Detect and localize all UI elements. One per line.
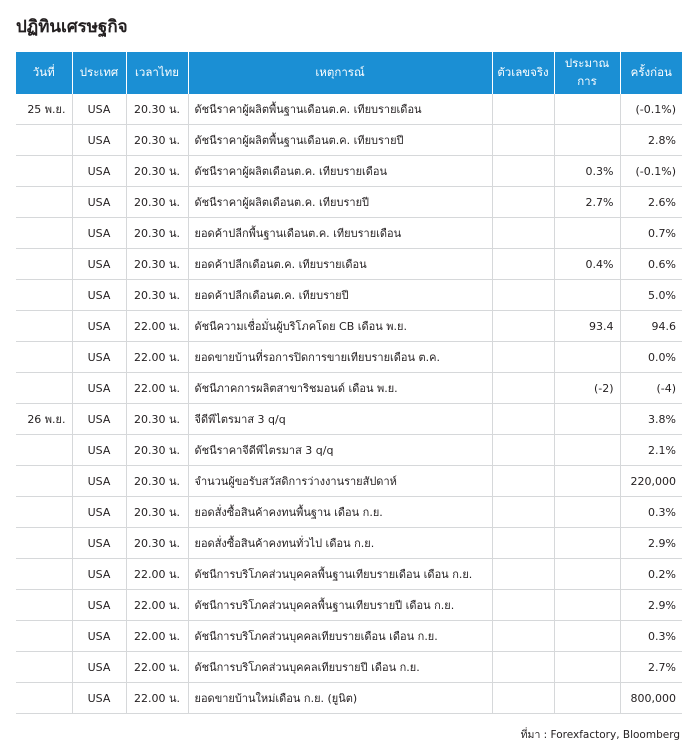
cell-time: 20.30 น. [126, 404, 188, 435]
cell-actual [492, 187, 554, 218]
cell-event: ดัชนีการบริโภคส่วนบุคคลเทียบรายปี เดือน ก.ย. [188, 652, 492, 683]
cell-country: USA [72, 249, 126, 280]
cell-previous: (-0.1%) [620, 94, 682, 125]
cell-previous: 94.6 [620, 311, 682, 342]
cell-event: ดัชนีราคาผู้ผลิตเดือนต.ค. เทียบรายปี [188, 187, 492, 218]
cell-date [16, 435, 72, 466]
table-row [16, 249, 682, 280]
cell-actual [492, 311, 554, 342]
cell-event: ยอดค้าปลีกเดือนต.ค. เทียบรายเดือน [188, 249, 492, 280]
column-header-previous: ครั้งก่อน [620, 52, 682, 94]
cell-forecast [554, 497, 620, 528]
cell-forecast [554, 342, 620, 373]
cell-forecast [554, 528, 620, 559]
cell-event: จีดีพีไตรมาส 3 q/q [188, 404, 492, 435]
cell-previous: 2.9% [620, 528, 682, 559]
cell-forecast [554, 280, 620, 311]
cell-forecast [554, 683, 620, 714]
cell-country: USA [72, 311, 126, 342]
cell-date [16, 373, 72, 404]
cell-date [16, 156, 72, 187]
table-header [16, 52, 682, 94]
cell-actual [492, 280, 554, 311]
cell-country: USA [72, 404, 126, 435]
cell-previous: 2.7% [620, 652, 682, 683]
cell-time: 20.30 น. [126, 528, 188, 559]
cell-actual [492, 466, 554, 497]
table-row [16, 94, 682, 125]
cell-event: จำนวนผู้ขอรับสวัสดิการว่างงานรายสัปดาห์ [188, 466, 492, 497]
table-row [16, 466, 682, 497]
table-row [16, 559, 682, 590]
cell-previous: 220,000 [620, 466, 682, 497]
cell-event: ยอดสั่งซื้อสินค้าคงทนทั่วไป เดือน ก.ย. [188, 528, 492, 559]
cell-actual [492, 683, 554, 714]
cell-forecast: 0.4% [554, 249, 620, 280]
cell-date [16, 125, 72, 156]
table-body [16, 94, 682, 714]
cell-event: ดัชนีราคาจีดีพีไตรมาส 3 q/q [188, 435, 492, 466]
cell-previous: 0.3% [620, 497, 682, 528]
cell-time: 20.30 น. [126, 466, 188, 497]
cell-country: USA [72, 125, 126, 156]
cell-time: 22.00 น. [126, 311, 188, 342]
cell-time: 20.30 น. [126, 497, 188, 528]
cell-country: USA [72, 466, 126, 497]
cell-previous: (-4) [620, 373, 682, 404]
cell-forecast [554, 621, 620, 652]
cell-event: ยอดขายบ้านใหม่เดือน ก.ย. (ยูนิต) [188, 683, 492, 714]
cell-actual [492, 249, 554, 280]
cell-previous: 0.6% [620, 249, 682, 280]
cell-time: 20.30 น. [126, 187, 188, 218]
cell-time: 20.30 น. [126, 94, 188, 125]
column-header-country: ประเทศ [72, 52, 126, 94]
cell-date [16, 559, 72, 590]
cell-date [16, 280, 72, 311]
table-row [16, 311, 682, 342]
cell-date [16, 187, 72, 218]
cell-time: 20.30 น. [126, 156, 188, 187]
table-row [16, 497, 682, 528]
cell-time: 20.30 น. [126, 280, 188, 311]
table-row [16, 528, 682, 559]
cell-previous: 2.1% [620, 435, 682, 466]
cell-previous: (-0.1%) [620, 156, 682, 187]
table-row [16, 342, 682, 373]
cell-actual [492, 342, 554, 373]
cell-country: USA [72, 156, 126, 187]
cell-event: ดัชนีการบริโภคส่วนบุคคลพื้นฐานเทียบรายปี เดือน ก.ย. [188, 590, 492, 621]
cell-date [16, 249, 72, 280]
cell-actual [492, 435, 554, 466]
table-row [16, 280, 682, 311]
source-note: ที่มา : Forexfactory, Bloomberg [520, 729, 680, 741]
cell-date [16, 683, 72, 714]
cell-date [16, 218, 72, 249]
column-header-time: เวลาไทย [126, 52, 188, 94]
table-row [16, 435, 682, 466]
cell-previous: 0.2% [620, 559, 682, 590]
cell-actual [492, 497, 554, 528]
cell-forecast [554, 94, 620, 125]
cell-time: 22.00 น. [126, 590, 188, 621]
column-header-date: วันที่ [16, 52, 72, 94]
cell-forecast [554, 652, 620, 683]
cell-country: USA [72, 652, 126, 683]
table-row [16, 373, 682, 404]
cell-country: USA [72, 435, 126, 466]
cell-date [16, 621, 72, 652]
cell-date: 25 พ.ย. [16, 94, 72, 125]
cell-forecast: 93.4 [554, 311, 620, 342]
cell-date [16, 652, 72, 683]
column-header-event: เหตุการณ์ [188, 52, 492, 94]
cell-previous: 2.9% [620, 590, 682, 621]
cell-date [16, 528, 72, 559]
table-row [16, 683, 682, 714]
cell-date [16, 590, 72, 621]
cell-previous: 0.3% [620, 621, 682, 652]
cell-previous: 2.8% [620, 125, 682, 156]
cell-date [16, 497, 72, 528]
table-header-row [16, 52, 682, 94]
cell-country: USA [72, 528, 126, 559]
cell-time: 22.00 น. [126, 559, 188, 590]
cell-previous: 5.0% [620, 280, 682, 311]
cell-time: 22.00 น. [126, 683, 188, 714]
cell-date [16, 466, 72, 497]
cell-previous: 0.7% [620, 218, 682, 249]
cell-forecast [554, 435, 620, 466]
cell-country: USA [72, 621, 126, 652]
cell-forecast [554, 466, 620, 497]
cell-previous: 0.0% [620, 342, 682, 373]
cell-previous: 3.8% [620, 404, 682, 435]
cell-actual [492, 528, 554, 559]
table-row [16, 652, 682, 683]
cell-actual [492, 621, 554, 652]
cell-time: 20.30 น. [126, 218, 188, 249]
cell-actual [492, 559, 554, 590]
cell-forecast [554, 559, 620, 590]
cell-event: ยอดค้าปลีกเดือนต.ค. เทียบรายปี [188, 280, 492, 311]
cell-country: USA [72, 590, 126, 621]
cell-time: 22.00 น. [126, 373, 188, 404]
table-row [16, 218, 682, 249]
table-row [16, 125, 682, 156]
cell-time: 20.30 น. [126, 435, 188, 466]
cell-forecast [554, 404, 620, 435]
column-header-actual: ตัวเลขจริง [492, 52, 554, 94]
cell-previous: 800,000 [620, 683, 682, 714]
cell-time: 20.30 น. [126, 249, 188, 280]
table-row [16, 187, 682, 218]
cell-actual [492, 218, 554, 249]
cell-event: ดัชนีราคาผู้ผลิตพื้นฐานเดือนต.ค. เทียบรายปี [188, 125, 492, 156]
cell-forecast: (-2) [554, 373, 620, 404]
cell-event: ยอดค้าปลีกพื้นฐานเดือนต.ค. เทียบรายเดือน [188, 218, 492, 249]
cell-country: USA [72, 373, 126, 404]
cell-event: ดัชนีราคาผู้ผลิตพื้นฐานเดือนต.ค. เทียบรายเดือน [188, 94, 492, 125]
cell-country: USA [72, 187, 126, 218]
cell-date [16, 342, 72, 373]
table-row [16, 621, 682, 652]
economic-calendar-table [16, 52, 682, 714]
column-header-forecast: ประมาณการ [554, 52, 620, 94]
cell-time: 22.00 น. [126, 652, 188, 683]
cell-event: ดัชนีการบริโภคส่วนบุคคลพื้นฐานเทียบรายเดือน เดือน ก.ย. [188, 559, 492, 590]
cell-date [16, 311, 72, 342]
cell-actual [492, 373, 554, 404]
cell-forecast [554, 590, 620, 621]
cell-event: ดัชนีความเชื่อมั่นผู้บริโภคโดย CB เดือน พ.ย. [188, 311, 492, 342]
cell-forecast [554, 218, 620, 249]
cell-event: ดัชนีราคาผู้ผลิตเดือนต.ค. เทียบรายเดือน [188, 156, 492, 187]
cell-actual [492, 156, 554, 187]
cell-time: 20.30 น. [126, 125, 188, 156]
cell-country: USA [72, 342, 126, 373]
cell-country: USA [72, 683, 126, 714]
cell-previous: 2.6% [620, 187, 682, 218]
cell-country: USA [72, 497, 126, 528]
cell-country: USA [72, 218, 126, 249]
page-title: ปฏิทินเศรษฐกิจ [16, 17, 128, 37]
cell-country: USA [72, 94, 126, 125]
cell-country: USA [72, 559, 126, 590]
cell-actual [492, 590, 554, 621]
cell-forecast [554, 125, 620, 156]
table-row [16, 590, 682, 621]
cell-event: ดัชนีภาคการผลิตสาขาริชมอนด์ เดือน พ.ย. [188, 373, 492, 404]
cell-forecast: 0.3% [554, 156, 620, 187]
cell-event: ยอดสั่งซื้อสินค้าคงทนพื้นฐาน เดือน ก.ย. [188, 497, 492, 528]
cell-time: 22.00 น. [126, 342, 188, 373]
cell-actual [492, 125, 554, 156]
cell-actual [492, 404, 554, 435]
cell-actual [492, 94, 554, 125]
table-row [16, 156, 682, 187]
cell-country: USA [72, 280, 126, 311]
cell-time: 22.00 น. [126, 621, 188, 652]
cell-forecast: 2.7% [554, 187, 620, 218]
cell-actual [492, 652, 554, 683]
table-row [16, 404, 682, 435]
cell-event: ยอดขายบ้านที่รอการปิดการขายเทียบรายเดือน ต.ค. [188, 342, 492, 373]
cell-event: ดัชนีการบริโภคส่วนบุคคลเทียบรายเดือน เดือน ก.ย. [188, 621, 492, 652]
cell-date: 26 พ.ย. [16, 404, 72, 435]
